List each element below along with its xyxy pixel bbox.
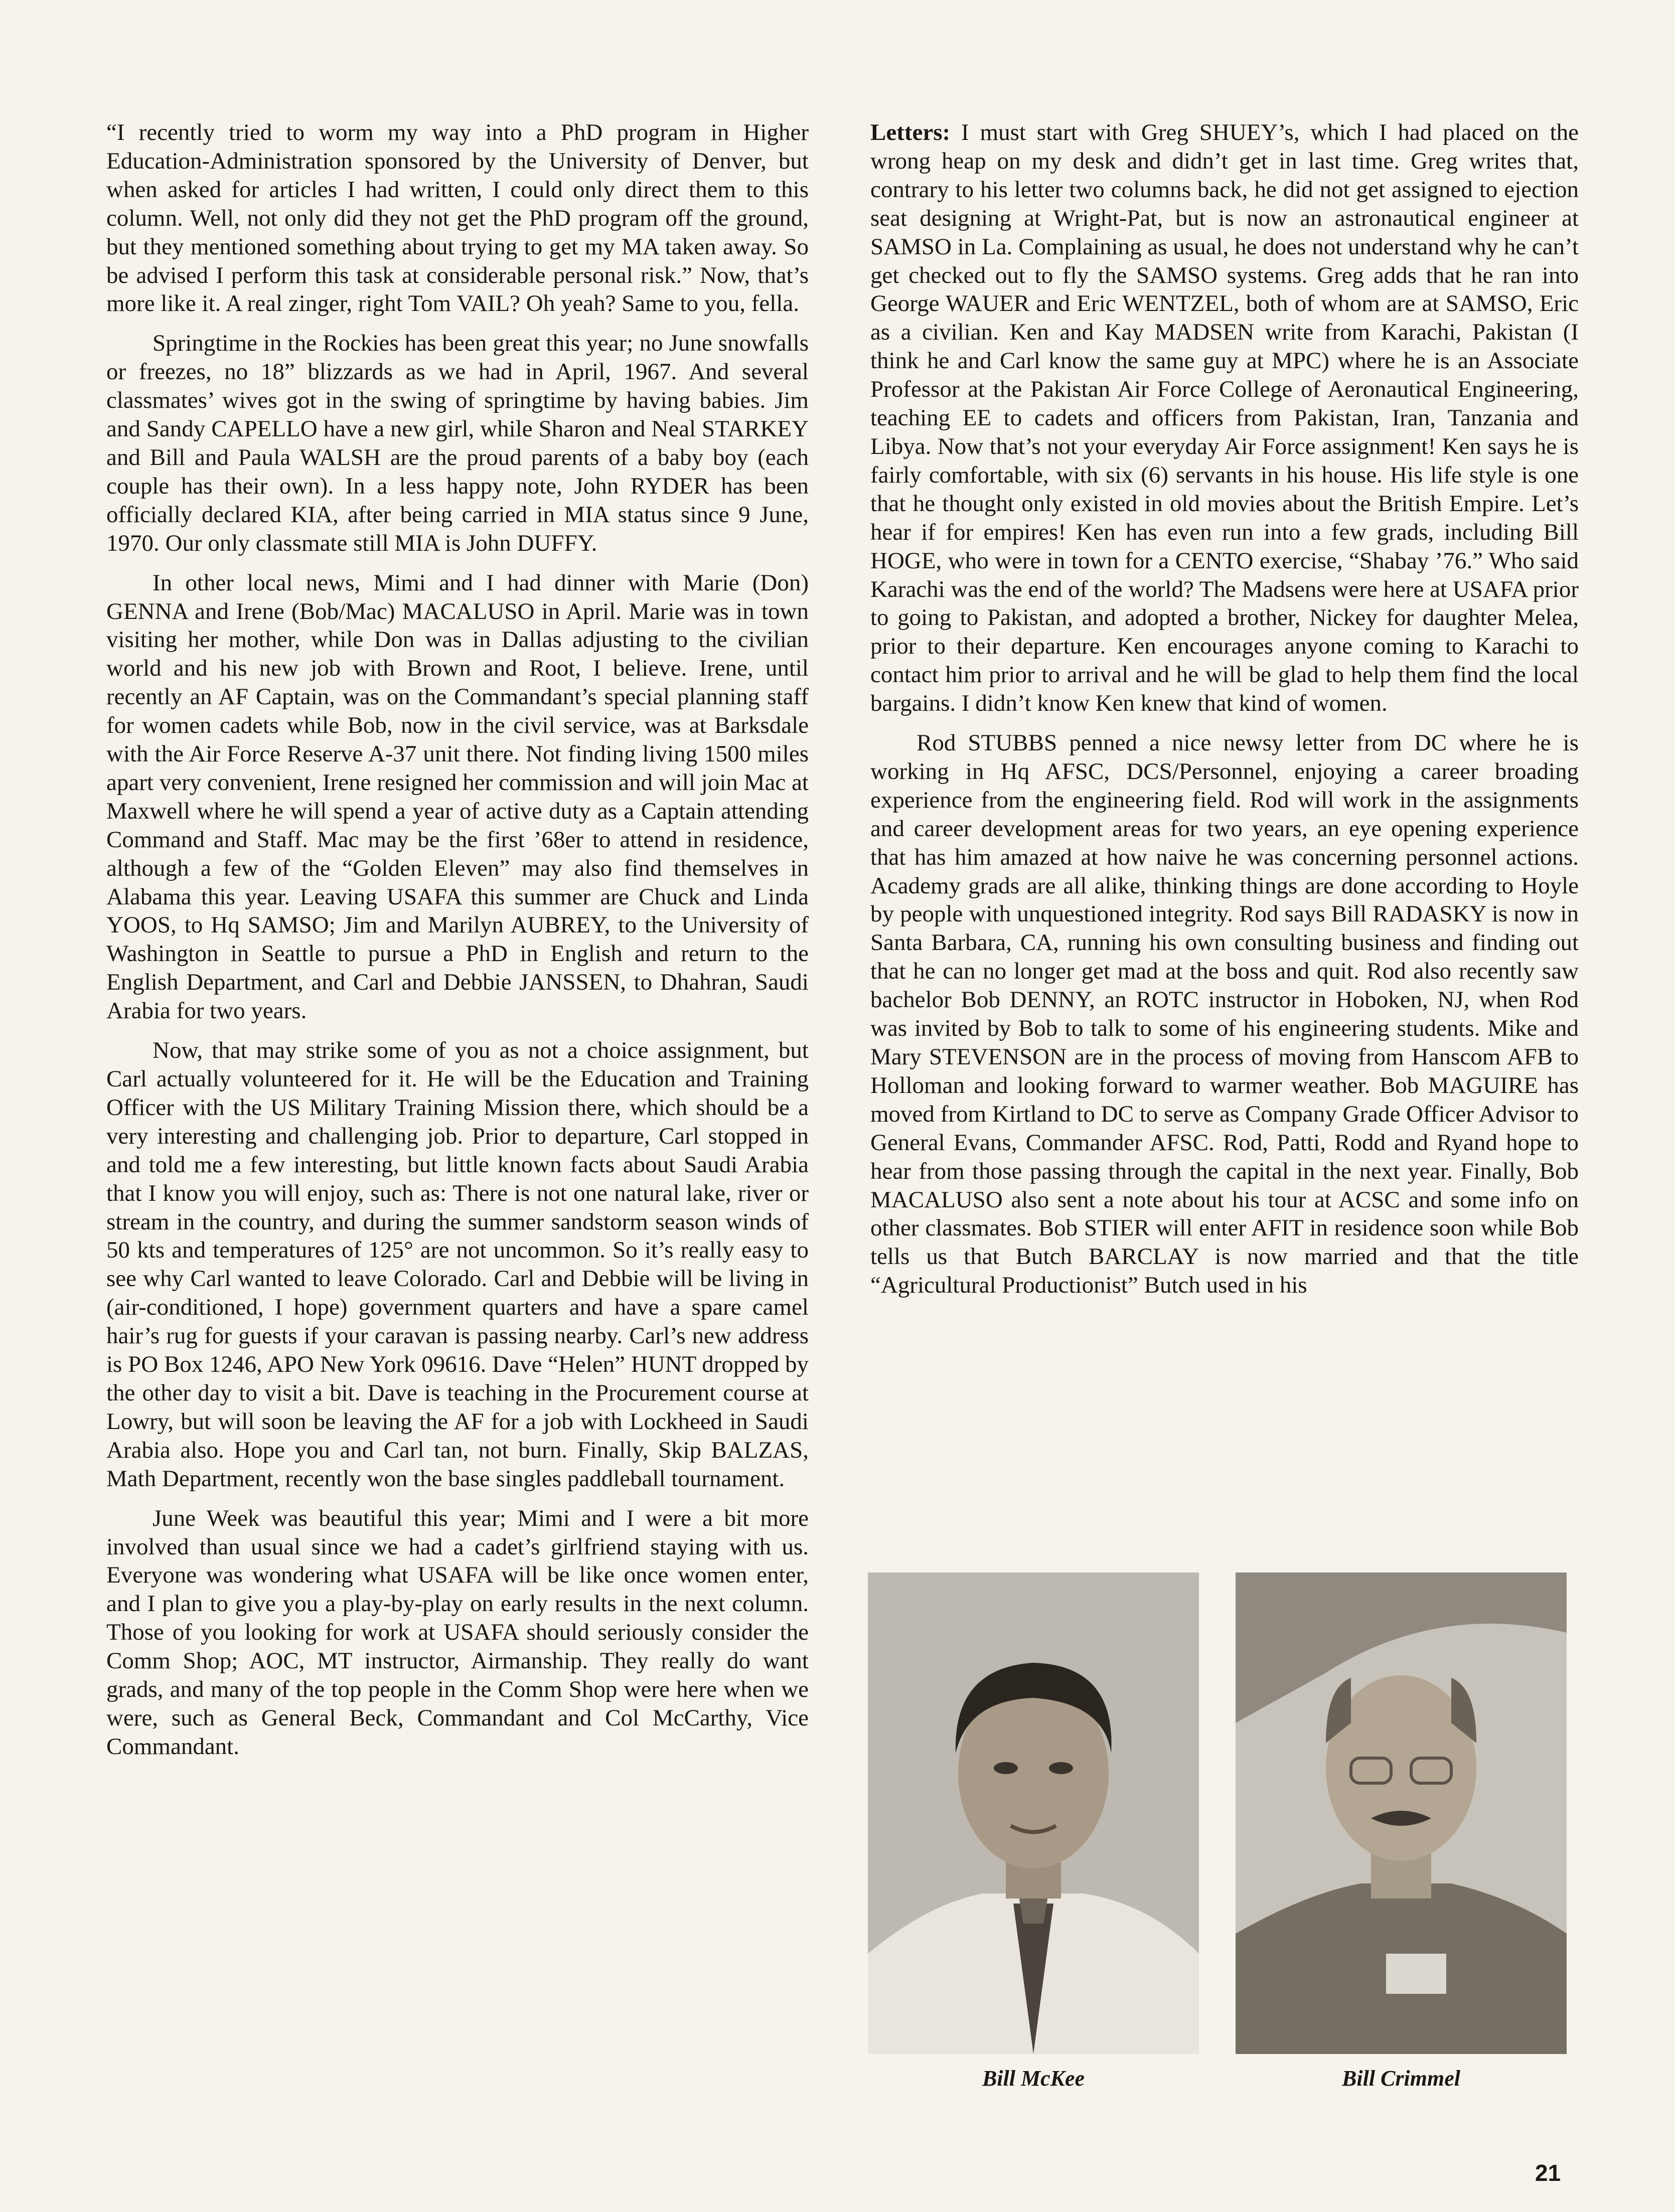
portrait-illustration (868, 1572, 1199, 2054)
left-column (106, 118, 809, 1772)
photo-caption: Bill McKee (982, 2066, 1085, 2091)
letters-label: Letters: (870, 119, 951, 145)
paragraph: “I recently tried to worm my way into a PhD program in Higher Education-Administration sponsored by the University of Denver, but when asked for articles I had written, I could only direct them to this column. Well, not only did they not get the PhD program off the ground, but they mentioned something about trying to get my MA taken away. So be advised I perform this task at considerable personal risk.” Now, that’s more like it. A real zinger, right Tom VAIL? Oh yeah? Same to you, fella. (106, 119, 809, 317)
paragraph (870, 118, 1579, 718)
page-number: 21 (1535, 2160, 1561, 2186)
portrait-illustration (1236, 1572, 1567, 2054)
paragraph: In other local news, Mimi and I had dinner with Marie (Don) GENNA and Irene (Bob/Mac) MACALUSO in April. Marie was in town visiting her mother, while Don was in Dallas adjusting to the civilian world and his new job with Brown and Root, I believe. Irene, until recently an AF Captain, was on the Commandant’s special planning staff for women cadets while Bob, now in the civil service, was at Barksdale with the Air Force Reserve A-37 unit there. Not finding living 1500 miles apart very convenient, Irene resigned her commission and will join Mac at Maxwell where he will spend a year of active duty as a Captain attending Command and Staff. Mac may be the first ’68er to attend in residence, although a few of the “Golden Eleven” may also find themselves in Alabama this year. Leaving USAFA this summer are Chuck and Linda YOOS, to Hq SAMSO; Jim and Marilyn AUBREY, to the University of Washington in Seattle to pursue a PhD in English and return to the English Department, and Carl and Debbie JANSSEN, to Dhahran, Saudi Arabia for two years. (106, 569, 809, 1024)
paragraph: Springtime in the Rockies has been great this year; no June snowfalls or freezes, no 18” blizzards as we had in April, 1967. And several classmates’ wives got in the swing of springtime by having babies. Jim and Sandy CAPELLO have a new girl, while Sharon and Neal STARKEY and Bill and Paula WALSH are the proud parents of a baby boy (each couple has their own). In a less happy note, John RYDER has been officially declared KIA, after being carried in MIA status since 9 June, 1970. Our only classmate still MIA is John DUFFY. (106, 330, 809, 556)
portrait-photo-bill-mckee (868, 1572, 1199, 2054)
portrait-photo-bill-crimmel (1236, 1572, 1567, 2054)
right-column (870, 118, 1579, 1311)
paragraph-text: I must start with Greg SHUEY’s, which I had placed on the wrong heap on my desk and didn’t get in last time. Greg writes that, contrary to his letter two columns back, he did not get assigned to ejection seat designing at Wright-Pat, but is now an astronautical engineer at SAMSO in La. Complaining as usual, he does not understand why he can’t get checked out to fly the SAMSO systems. Greg adds that he ran into George WAUER and Eric WENTZEL, both of whom are at SAMSO, Eric as a civilian. Ken and Kay MADSEN write from Karachi, Pakistan (I think he and Carl know the same guy at MPC) where he is an Associate Professor at the Pakistan Air Force College of Aeronautical Engineering, teaching EE to cadets and officers from Pakistan, Iran, Tanzania and Libya. Now that’s not your everyday Air Force assignment! Ken says he is fairly comfortable, with six (6) servants in his house. His life style is one that he thought only existed in old movies about the British Empire. Let’s hear if for empires! Ken has even run into a few grads, including Bill HOGE, who were in town for a CENTO exercise, “Shabay ’76.” Who said Karachi was the end of the world? The Madsens were here at USAFA prior to going to Pakistan, and adopted a brother, Nickey for daughter Melea, prior to their departure. Ken encourages anyone coming to Karachi to contact him prior to arrival and he will be glad to help them find the local bargains. I didn’t know Ken knew that kind of women. (870, 119, 1579, 717)
paragraph: Rod STUBBS penned a nice newsy letter from DC where he is working in Hq AFSC, DCS/Personnel, enjoying a career broading experience from the engineering field. Rod will work in the assignments and career development areas for two years, an eye opening experience that has him amazed at how naive he was concerning personnel actions. Academy grads are all alike, thinking things are done according to Hoyle by people with unquestioned integrity. Rod says Bill RADASKY is now in Santa Barbara, CA, running his own consulting business and finding out that he can no longer get mad at the boss and quit. Rod also recently saw bachelor Bob DENNY, an ROTC instructor in Hoboken, NJ, when Rod was invited by Bob to talk to some of his engineering students. Mike and Mary STEVENSON are in the process of moving from Hanscom AFB to Holloman and looking forward to warmer weather. Bob MAGUIRE has moved from Kirtland to DC to serve as Company Grade Officer Advisor to General Evans, Commander AFSC. Rod, Patti, Rodd and Ryand hope to hear from those passing through the capital in the next year. Finally, Bob MACALUSO also sent a note about his tour at ACSC and some info on other classmates. Bob STIER will enter AFIT in residence soon while Bob tells us that Butch BARCLAY is now married and that the title “Agricultural Productionist” Butch used in his (870, 730, 1579, 1299)
paragraph: June Week was beautiful this year; Mimi and I were a bit more involved than usual since we had a cadet’s girlfriend staying with us. Everyone was wondering what USAFA will be like once women enter, and I plan to give you a play-by-play on early results in the next column. Those of you looking for work at USAFA should seriously consider the Comm Shop; AOC, MT instructor, Airmanship. They really do want grads, and many of the top people in the Comm Shop were here when we were, such as General Beck, Commandant and Col McCarthy, Vice Commandant. (106, 1505, 809, 1760)
paragraph: Now, that may strike some of you as not a choice assignment, but Carl actually volunteered for it. He will be the Education and Training Officer with the US Military Training Mission there, which should be a very interesting and challenging job. Prior to departure, Carl stopped in and told me a few interesting, but little known facts about Saudi Arabia that I know you will enjoy, such as: There is not one natural lake, river or stream in the country, and during the summer sandstorm season winds of 50 kts and temperatures of 125° are not uncommon. So it’s really easy to see why Carl wanted to leave Colorado. Carl and Debbie will be living in (air-conditioned, I hope) government quarters and have a spare camel hair’s rug for guests if your caravan is passing nearby. Carl’s new address is PO Box 1246, APO New York 09616. Dave “Helen” HUNT dropped by the other day to visit a bit. Dave is teaching in the Procurement course at Lowry, but will soon be leaving the AF for a job with Lockheed in Saudi Arabia also. Hope you and Carl tan, not burn. Finally, Skip BALZAS, Math Department, recently won the base singles paddleball tournament. (106, 1037, 809, 1492)
photo-caption: Bill Crimmel (1342, 2066, 1460, 2091)
